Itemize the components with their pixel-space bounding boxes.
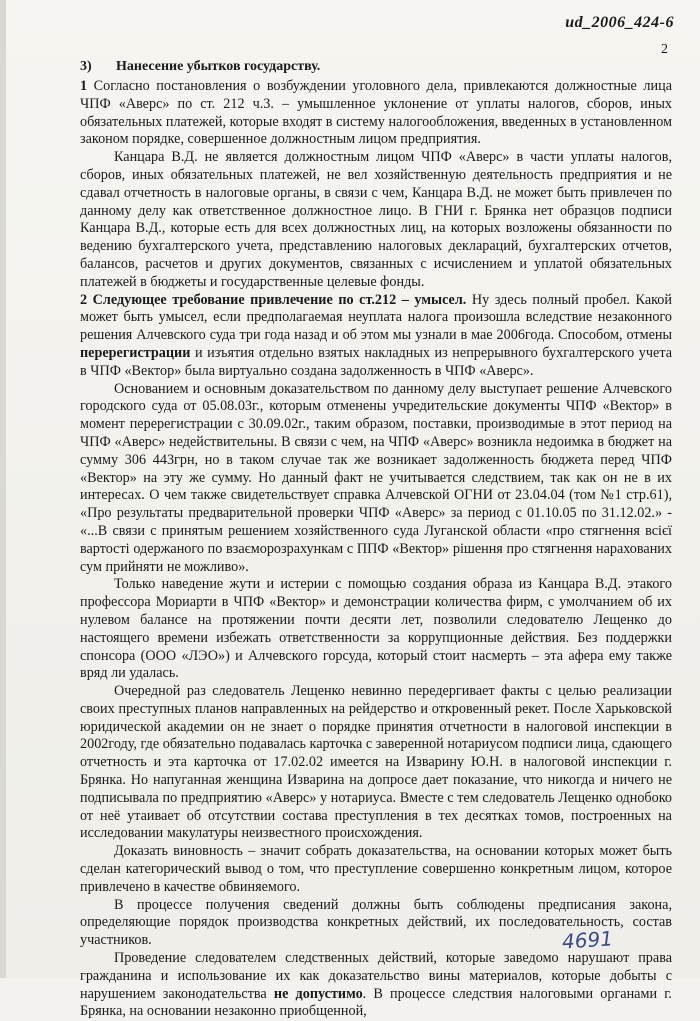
paragraph-6: Очередной раз следователь Лещенко невинно передергивает факты с целью реализации своих преступных планов направленных на рейдерство и откровенный рекет. После Харьковской юридической академии он не знает о порядке принятия отчетности в налоговой инспекции в 2002году, где обязательно подавалась карточка с заверенной нотариусом подписи лица, сдающего отчетность и эта карточка от 17.02.02 имеется на Изварину Ю.Н. в налоговой инспекции г. Брянка. Но напуганная женщина Изварина на допросе дает показание, что никогда и ничего не подписывала по предприятию «Аверс» у нотариуса. Вместе с тем следователь Лещенко однобоко от неё утаивает об отсутствии состава преступления в тех десятках томов, построенных на исследовании макулатуры неизвестного происхождения.: [80, 683, 672, 842]
paragraph-3-emphasis: перерегистрации: [80, 344, 191, 361]
section-title: Нанесение убытков государству.: [116, 59, 321, 74]
section-number: 3): [80, 59, 92, 74]
paragraph-5: Только наведение жути и истерии с помощью создания образа из Канцара В.Д. этакого профессора Мориарти в ЧПФ «Вектор» и демонстрации количества фирм, с умолчанием об их нулевом балансе на протяжении почти десяти лет, позволили следователю Лещенко до настоящего времени избежать ответственности за коррупционные действия. Без поддержки спонсора (ООО «ЛЭО») и Алчевского горсуда, который стоит насмерть – эта афера ему также вряд ли удалась.: [80, 576, 672, 682]
paragraph-1-text: Согласно постановления о возбуждении уголовного дела, привлекаются должностные лица ЧПФ «Аверс» по ст. 212 ч.3. – умышленное уклонение от уплаты налогов, сборов, иных обязательных платежей, которые входят в систему налогообложения, введенных в установленном законом порядке, совершенное должностным лицом предприятия.: [80, 78, 672, 148]
paragraph-3-text-a: Ну здесь полный пробел. Какой может быть умысел, если предполагаемая неуплата налога произошла вследствие незаконного решения Алчевского суда три года назад и об этом мы узнали в мае 2006года. Способом, отмены: [80, 291, 672, 344]
paragraph-9: [80, 950, 672, 1021]
paragraph-3: [80, 292, 672, 381]
document-id: ud_2006_424-6: [565, 14, 674, 31]
paragraph-2: Канцара В.Д. не является должностным лицом ЧПФ «Аверс» в части уплаты налогов, сборов, иных обязательных платежей, не вел хозяйственную деятельность предприятия и не сдавал отчетность в налоговые органы, в связи с чем, Канцара В.Д. не может быть привлечен по данному делу как ответственное должностное лицо. В ГНИ г. Брянка нет образцов подписи Канцара В.Д., которые есть для всех должностных лиц, на которых возложены обязанности по ведению бухгалтерского учета, представлению налоговых деклараций, бухгалтерских отчетов, балансов, расчетов и других документов, связанных с исчислением и уплатой обязательных платежей в бюджеты и государственные целевые фонды.: [80, 149, 672, 290]
handwritten-page-note: 4691: [561, 926, 614, 954]
paragraph-7: Доказать виновность – значит собрать доказательства, на основании которых может быть сделан категорический вывод о том, что преступление совершенно конкретным лицом, которое привлечено в качестве обвиняемого.: [80, 843, 672, 895]
paragraph-3-heading: 2 Следующее требование привлечение по ст.212 – умысел.: [80, 291, 467, 308]
paragraph-8: В процессе получения сведений должны быть соблюдены предписания закона, определяющие порядок производства конкретных действий, их последовательность, состав участников.: [80, 896, 672, 949]
paragraph-9-emphasis: не допустимо: [273, 985, 363, 1002]
paragraph-3-text-b: и изъятия отдельно взятых накладных из непрерывного бухгалтерского учета в ЧПФ «Вектор» была виртуально создана задолженность в ЧПФ «Аверс».: [80, 344, 672, 379]
paragraph-9-text-b: . В процессе следствия налоговыми органами г. Брянка, на основании незаконно приобщенной,: [80, 985, 672, 1020]
page-number: 2: [661, 42, 668, 57]
paragraph-9-text-a: Проведение следователем следственных действий, которые заведомо нарушают права гражданина и использование их как доказательство вины материалов, которые добыты с нарушением законодательства: [80, 950, 672, 1002]
section-heading: [80, 58, 672, 76]
paragraph-4: Основанием и основным доказательством по данному делу выступает решение Алчевского городского суда от 05.08.03г., которым отменены учредительские документы ЧПФ «Вектор» в момент перерегистрации с 30.09.02г., таким образом, поставки, производимые в этот период на ЧПФ «Аверс» недействительны. В связи с чем, на ЧПФ «Аверс» возникла недоимка в бюджет на сумму 306 443грн, но в таком случае так же возникает задолженность бюджета перед ЧПФ «Вектор» на эту же сумму. Но данный факт не учитывается следствием, так как он не в их интересах. О чем также свидетельствует справка Алчевской ОГНИ от 23.04.04 (том №1 стр.61), «Про результаты предварительной проверки ЧПФ «Аверс» за период с 01.10.05 по 31.12.02.» - «...В связи с принятым решением хозяйственного суда Луганской области «про стягнення всієї вартості одержаного по взаєморозрахункам с ППФ «Вектор» рішення про стягнення нарахованих сум прийняти не можливо».: [80, 380, 672, 575]
paragraph-1-number: 1: [80, 78, 88, 94]
paragraph-1: [80, 78, 672, 149]
